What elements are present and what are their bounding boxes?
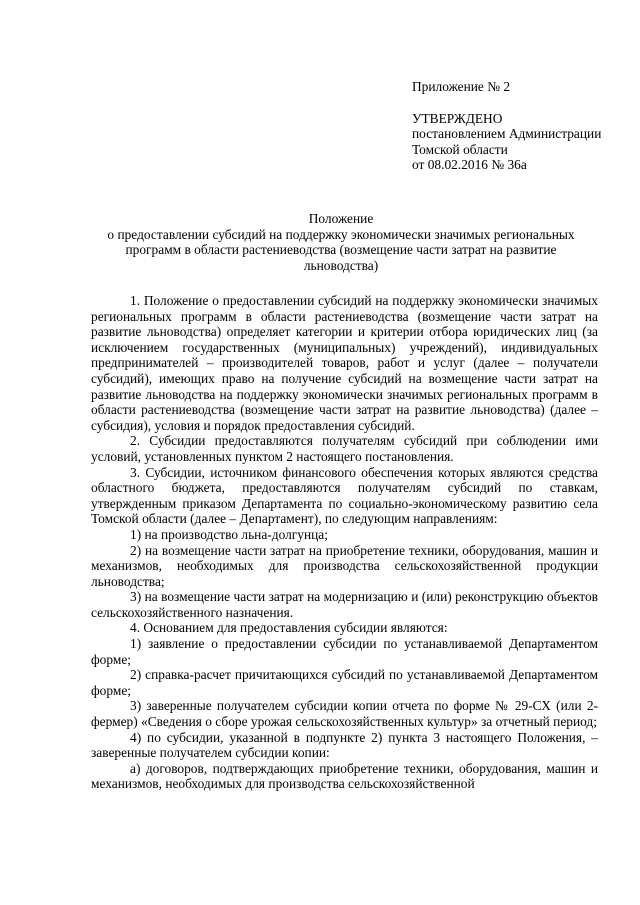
paragraph: 1) заявление о предоставлении субсидии по устанавливаемой Департаментом форме;: [91, 636, 598, 667]
paragraph: 1) на производство льна-долгунца;: [130, 526, 328, 542]
document-title: Положение: [308, 211, 374, 226]
document-heading: [100, 211, 582, 273]
paragraph: 3) заверенные получателем субсидии копии отчета по форме № 29-СХ (или 2-фермер) «Сведения о сборе урожая сельскохозяйственных культур» за отчетный период;: [91, 698, 598, 730]
paragraph: 2) справка-расчет причитающихся субсидий по устанавливаемой Департаментом форме;: [91, 667, 598, 698]
paragraph: 4) по субсидии, указанной в подпункте 2) пункта 3 настоящего Положения, – заверенные получателем субсидии копии:: [91, 729, 598, 761]
paragraph: 3. Субсидии, источником финансового обеспечения которых являются средства областного бюджета, предоставляются получателям субсидий по ставкам, утвержденным приказом Департамента по социально-экономическому развитию села Томской области (далее – Департамент), по следующим направлениям:: [91, 464, 598, 527]
paragraph: 1. Положение о предоставлении субсидий на поддержку экономически значимых региональных программ в области растениеводства (возмещение части затрат на развитие льноводства) определяет категории и критерии отбора юридических лиц (за исключением государственных (муниципальных) учреждений), индивидуальных предпринимателей – производителей товаров, работ и услуг (далее – получатели субсидий), имеющих право на получение субсидий на возмещение части затрат на развитие льноводства на поддержку экономически значимых региональных программ в области растениеводства (возмещение части затрат на развитие льноводства) (далее – субсидия), условия и порядок предоставления субсидий.: [91, 293, 598, 433]
document-subtitle: о предоставлении субсидий на поддержку экономически значимых региональных программ в области растениеводства (возмещение части затрат на развитие льноводства): [107, 226, 575, 273]
approval-line-3: от 08.02.2016 № 36а: [412, 157, 527, 173]
paragraph: а) договоров, подтверждающих приобретение техники, оборудования, машин и механизмов, необходимых для производства сельскохозяйственной: [91, 760, 598, 792]
paragraph: 3) на возмещение части затрат на модернизацию и (или) реконструкцию объектов сельскохозяйственного назначения.: [91, 589, 598, 620]
paragraph: 4. Основанием для предоставления субсидии являются:: [130, 620, 448, 636]
paragraph: 2) на возмещение части затрат на приобретение техники, оборудования, машин и механизмов, необходимых для производства сельскохозяйственной продукции льноводства;: [91, 542, 598, 589]
approval-block: [412, 79, 632, 173]
paragraph: 2. Субсидии предоставляются получателям субсидий при соблюдении ими условий, установленных пунктом 2 настоящего постановления.: [91, 433, 598, 464]
document-body: [91, 293, 598, 792]
approval-line-1: постановлением Администрации: [412, 126, 602, 142]
appendix-label: Приложение № 2: [412, 79, 511, 94]
approval-line-2: Томской области: [412, 141, 508, 157]
approved-label: УТВЕРЖДЕНО: [412, 110, 503, 126]
